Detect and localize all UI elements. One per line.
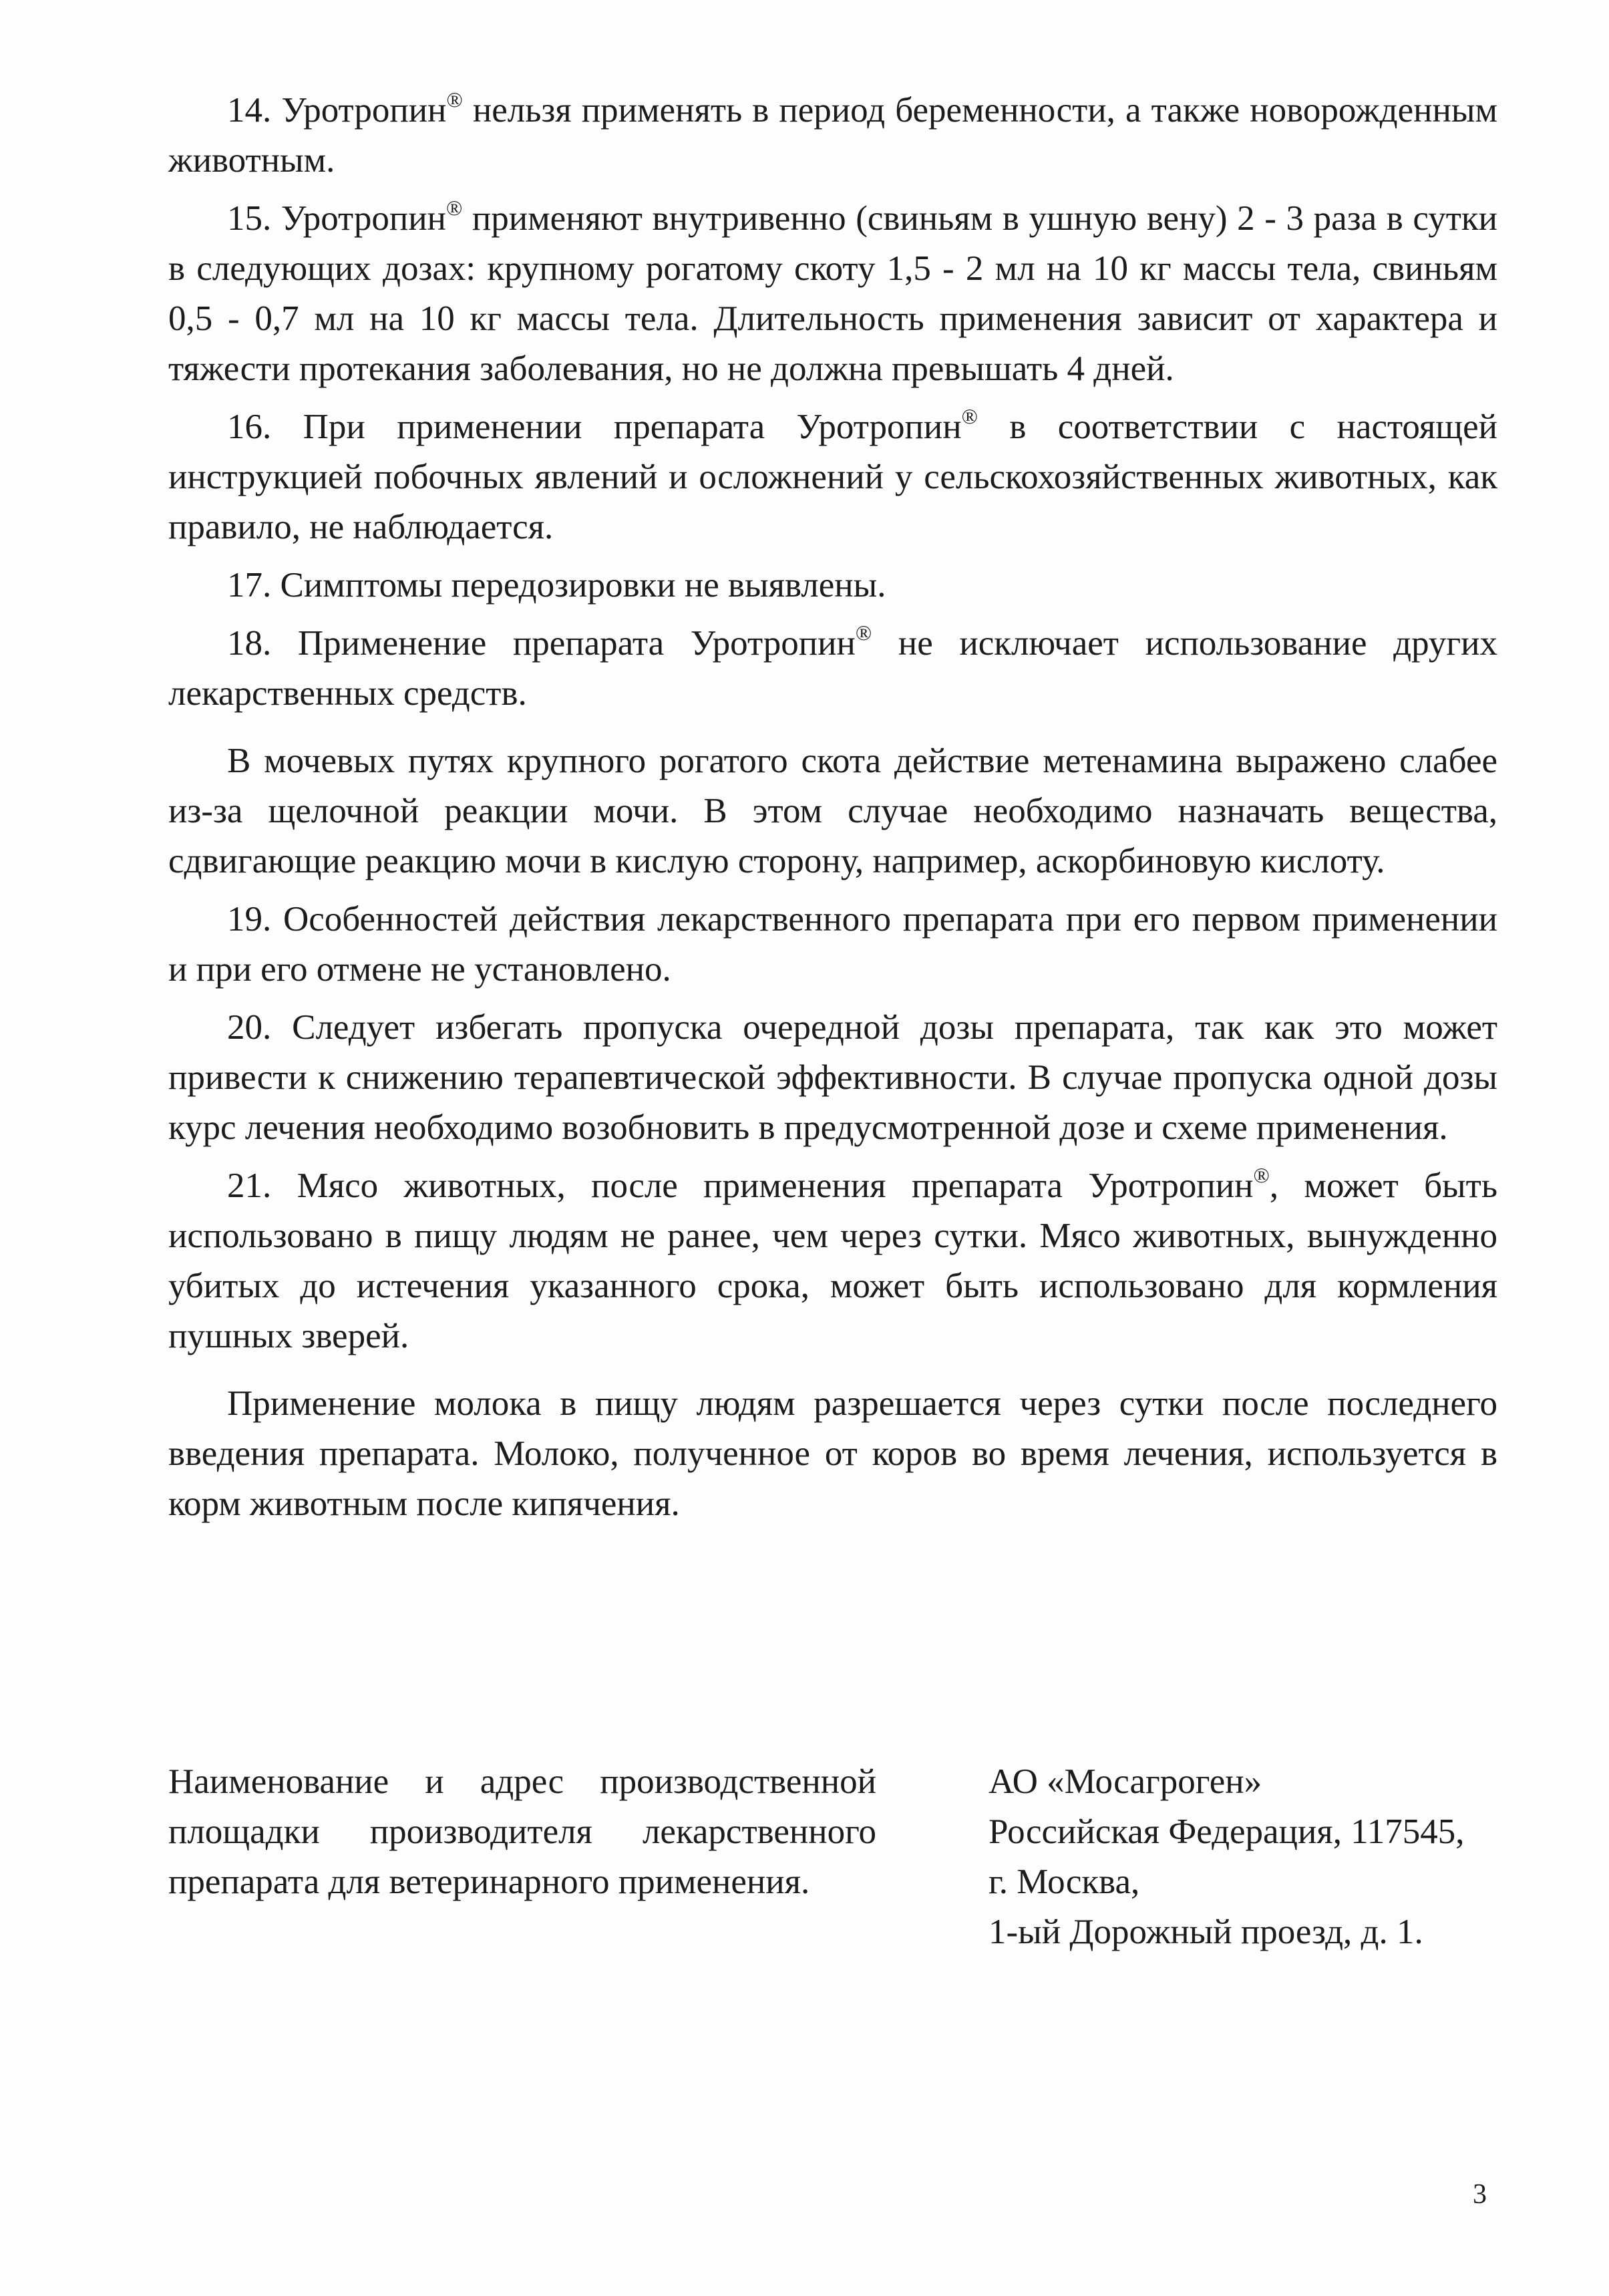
address-country-zip: Российская Федерация, 117545, [989, 1812, 1465, 1851]
address-street: 1-ый Дорожный проезд, д. 1. [989, 1913, 1423, 1951]
registered-mark: ® [445, 196, 463, 220]
registered-mark: ® [855, 621, 872, 645]
instruction-body [168, 86, 1497, 1529]
manufacturer-site-label: Наименование и адрес производственной площадки производителя лекарственного препарата для ветеринарного применения. [168, 1762, 876, 1901]
paragraph-17: 17. Симптомы передозировки не выявлены. [227, 566, 886, 605]
company-name: АО «Мосагроген» [989, 1762, 1262, 1801]
paragraph-14: 14. Уротропин® нельзя применять в период беременности, а также новорожденным животным. [168, 88, 1497, 180]
paragraph-21: 21. Мясо животных, после применения препарата Уротропин®, может быть использовано в пищу людям не ранее, чем через сутки. Мясо животных, вынужденно убитых до истечения указанного срока, может быть использовано для кормления пушных зверей. [168, 1163, 1497, 1355]
paragraph-urine-note: В мочевых путях крупного рогатого скота действие метенамина выражено слабее из-за щелочной реакции мочи. В этом случае необходимо назначать вещества, сдвигающие реакцию мочи в кислую сторону, например, аскорбиновую кислоту. [168, 742, 1497, 880]
paragraph-16: 16. При применении препарата Уротропин® в соответствии с настоящей инструкцией побочных явлений и осложнений у сельскохозяйственных животных, как правило, не наблюдается. [168, 404, 1497, 546]
registered-mark: ® [446, 88, 463, 112]
paragraph-18: 18. Применение препарата Уротропин® не исключает использование других лекарственных средств. [168, 621, 1497, 713]
paragraph-20: 20. Следует избегать пропуска очередной дозы препарата, так как это может привести к снижению терапевтической эффективности. В случае пропуска одной дозы курс лечения необходимо возобновить в предусмотренной дозе и схеме применения. [168, 1008, 1497, 1147]
paragraph-19: 19. Особенностей действия лекарственного препарата при его первом применении и при его отмене не установлено. [168, 900, 1497, 989]
registered-mark: ® [961, 404, 978, 428]
manufacturer-address [989, 1757, 1536, 1957]
registered-mark: ® [1253, 1163, 1270, 1187]
address-city: г. Москва, [989, 1862, 1140, 1901]
paragraph-15: 15. Уротропин® применяют внутривенно (свиньям в ушную вену) 2 - 3 раза в сутки в следующих дозах: крупному рогатому скоту 1,5 - 2 мл на 10 кг массы тела, свиньям 0,5 - 0,7 мл на 10 кг массы тела. Длительность применения зависит от характера и тяжести протекания заболевания, но не должна превышать 4 дней. [168, 196, 1497, 388]
paragraph-milk: Применение молока в пищу людям разрешается через сутки после последнего введения препарата. Молоко, полученное от коров во время лечения, используется в корм животным после кипячения. [168, 1384, 1497, 1523]
page-number: 3 [1473, 2179, 1487, 2210]
